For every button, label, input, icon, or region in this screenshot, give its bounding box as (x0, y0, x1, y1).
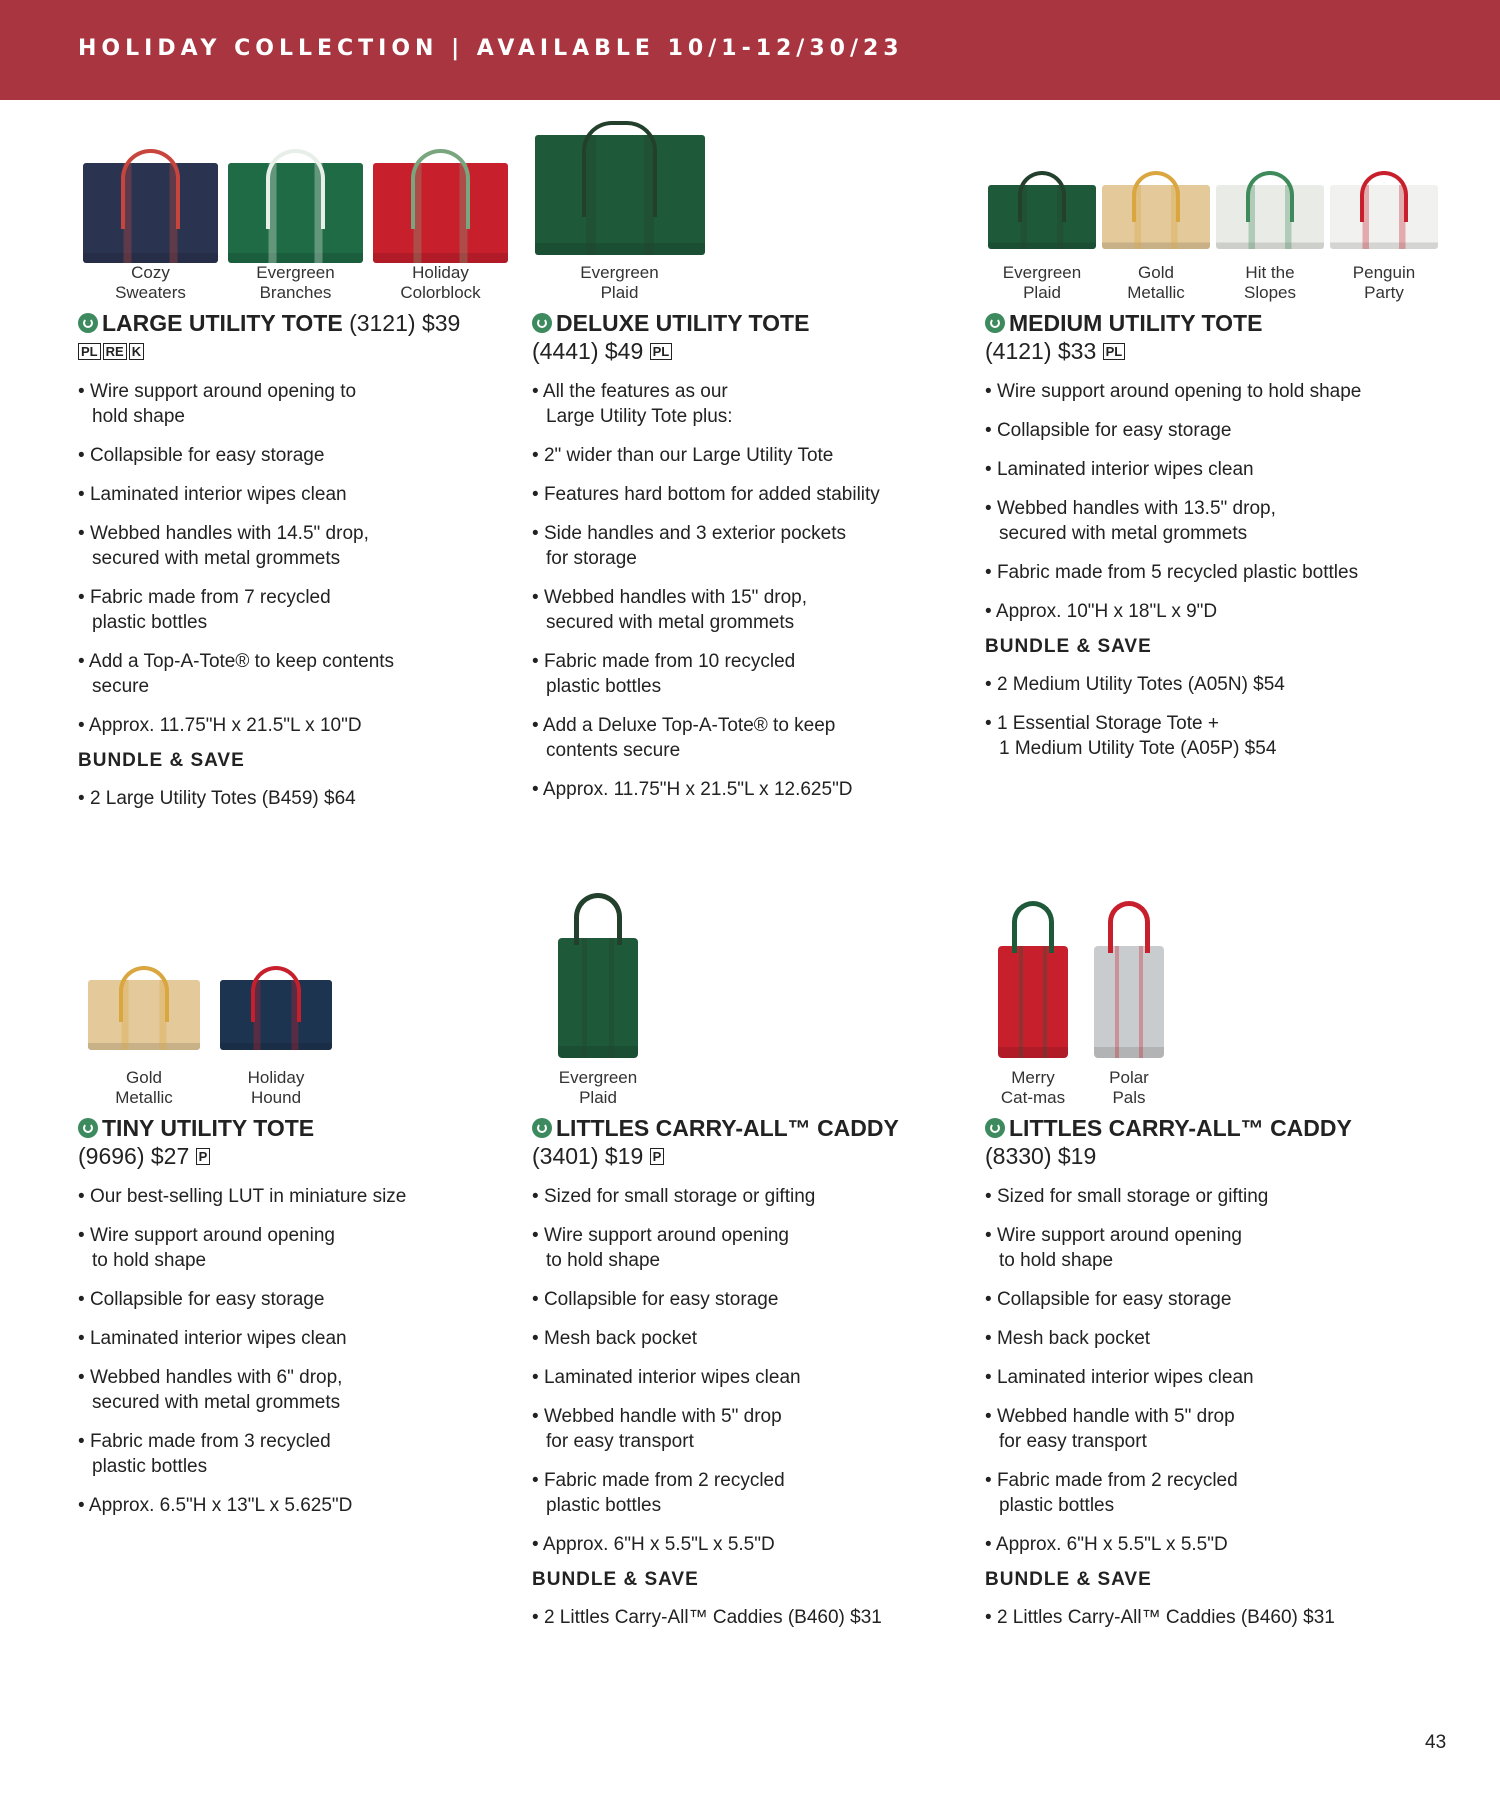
variant-swatch (532, 910, 664, 1107)
variant-swatch (985, 910, 1081, 1107)
variant-swatch (1099, 105, 1213, 302)
product-price: $33 (1057, 338, 1097, 364)
feature-item: • Wire support around opening to hold shape (532, 1223, 952, 1273)
feature-item: • Fabric made from 2 recycled plastic bottles (985, 1468, 1405, 1518)
variant-name-line: Slopes (1244, 283, 1296, 302)
feature-item: • Wire support around opening to hold shape (985, 1223, 1405, 1273)
product-photo (985, 910, 1081, 1060)
feature-item: • Add a Top-A-Tote® to keep contents secure (78, 649, 498, 699)
variant-name (985, 263, 1099, 303)
feature-item: • Laminated interior wipes clean (532, 1365, 952, 1390)
product-photo (985, 105, 1099, 255)
product-code: (9696) (78, 1143, 145, 1169)
variant-name-line: Hit the (1245, 263, 1295, 282)
feature-item: • Collapsible for easy storage (78, 1287, 498, 1312)
product-card (532, 105, 952, 816)
feature-item: • Mesh back pocket (532, 1326, 952, 1351)
variant-swatches (985, 910, 1405, 1107)
product-name: LARGE UTILITY TOTE (102, 310, 343, 336)
product-photo (78, 910, 210, 1060)
feature-item: • Features hard bottom for added stability (532, 482, 952, 507)
variant-swatches (985, 105, 1416, 302)
product-code-row (985, 337, 1405, 365)
product-name: LITTLES CARRY-ALL™ CADDY (1009, 1115, 1352, 1141)
feature-item: • Collapsible for easy storage (532, 1287, 952, 1312)
feature-item: • Webbed handles with 6" drop, secured with metal grommets (78, 1365, 498, 1415)
feature-item: • Fabric made from 2 recycled plastic bottles (532, 1468, 952, 1518)
product-price: $49 (604, 338, 644, 364)
variant-name (78, 1068, 210, 1108)
feature-item: • All the features as our Large Utility Tote plus: (532, 379, 952, 429)
feature-item: • Laminated interior wipes clean (78, 482, 498, 507)
variant-name (532, 1068, 664, 1108)
bag-handle (1012, 901, 1054, 953)
product-photo (78, 105, 223, 255)
product-title (985, 1114, 1405, 1142)
variant-name (1081, 1068, 1177, 1108)
recycle-leaf-icon (532, 1118, 552, 1138)
variant-name-line: Merry (1011, 1068, 1055, 1087)
product-tag: P (650, 1148, 665, 1165)
variant-swatch (210, 910, 342, 1107)
bag-handle (582, 121, 657, 217)
page-title: HOLIDAY COLLECTION | AVAILABLE 10/1-12/30/23 (78, 36, 904, 61)
feature-item: • Mesh back pocket (985, 1326, 1405, 1351)
product-photo (1081, 910, 1177, 1060)
product-code: (3401) (532, 1143, 599, 1169)
product-name: MEDIUM UTILITY TOTE (1009, 310, 1263, 336)
product-tags (650, 1143, 667, 1169)
product-photo (1099, 105, 1213, 255)
bundle-heading: BUNDLE & SAVE (985, 636, 1152, 657)
page-number: 43 (1425, 1732, 1447, 1753)
feature-item: • Approx. 6"H x 5.5"L x 5.5"D (985, 1532, 1405, 1557)
recycle-leaf-icon (78, 1118, 98, 1138)
feature-item: • Wire support around opening to hold shape (985, 379, 1405, 404)
bundle-item: • 1 Essential Storage Tote + 1 Medium Utility Tote (A05P) $54 (985, 711, 1405, 761)
bundle-list (985, 1605, 1405, 1630)
feature-item: • Collapsible for easy storage (985, 1287, 1405, 1312)
bag-handle (1246, 171, 1294, 222)
variant-name-line: Metallic (1127, 283, 1185, 302)
variant-name (368, 263, 513, 303)
variant-swatches (532, 105, 952, 302)
product-title (78, 1114, 498, 1142)
feature-item: • Laminated interior wipes clean (985, 1365, 1405, 1390)
product-code: (4121) (985, 338, 1052, 364)
feature-item: • Approx. 11.75"H x 21.5"L x 10"D (78, 713, 498, 738)
feature-list (78, 1184, 498, 1518)
bag-handle (266, 149, 325, 229)
variant-swatch (1213, 105, 1327, 302)
product-tag: PL (1103, 343, 1126, 360)
variant-name (210, 1068, 342, 1108)
product-price: $39 (421, 310, 461, 336)
bag-handle (121, 149, 180, 229)
variant-swatch (532, 105, 707, 302)
product-code-row (78, 1142, 498, 1170)
variant-name (1213, 263, 1327, 303)
product-photo (532, 910, 664, 1060)
variant-name-line: Hound (250, 1088, 302, 1107)
feature-item: • Webbed handle with 5" drop for easy transport (532, 1404, 952, 1454)
feature-item: • Collapsible for easy storage (985, 418, 1405, 443)
variant-name-line: Gold (126, 1068, 162, 1087)
product-tag: K (129, 343, 144, 360)
variant-name-line: Gold (1138, 263, 1174, 282)
variant-swatch (78, 910, 210, 1107)
variant-name-line: Holiday (247, 1068, 305, 1087)
product-card (78, 105, 498, 825)
product-code-row (985, 1142, 1405, 1170)
feature-item: • Collapsible for easy storage (78, 443, 498, 468)
variant-name-line: Cozy (131, 263, 170, 282)
product-code: (4441) (532, 338, 599, 364)
feature-item: • Approx. 10"H x 18"L x 9"D (985, 599, 1405, 624)
product-card (985, 105, 1416, 775)
bundle-heading: BUNDLE & SAVE (532, 1569, 699, 1590)
variant-name (1327, 263, 1441, 303)
variant-name (532, 263, 707, 303)
product-tags (196, 1143, 213, 1169)
variant-name-line: Plaid (1023, 283, 1061, 302)
feature-list (78, 379, 498, 738)
variant-name-line: Branches (259, 283, 332, 302)
product-photo (1213, 105, 1327, 255)
product-photo (1327, 105, 1441, 255)
product-tags (1103, 338, 1128, 364)
bag-handle (119, 966, 168, 1022)
variant-swatch (985, 105, 1099, 302)
bundle-item: • 2 Littles Carry-All™ Caddies (B460) $31 (532, 1605, 952, 1630)
bundle-list (532, 1605, 952, 1630)
feature-item: • Laminated interior wipes clean (985, 457, 1405, 482)
feature-item: • Laminated interior wipes clean (78, 1326, 498, 1351)
product-code-row (78, 337, 498, 365)
bag-body (1094, 946, 1164, 1058)
feature-list (985, 1184, 1405, 1557)
recycle-leaf-icon (985, 313, 1005, 333)
bag-handle (1108, 901, 1150, 953)
product-price: $19 (1057, 1143, 1097, 1169)
feature-item: • 2" wider than our Large Utility Tote (532, 443, 952, 468)
bag-handle (1132, 171, 1180, 222)
product-photo (532, 105, 707, 255)
variant-swatch (78, 105, 223, 302)
variant-name-line: Evergreen (580, 263, 659, 282)
product-tags (78, 338, 146, 364)
variant-name-line: Party (1364, 283, 1404, 302)
variant-name-line: Penguin (1352, 263, 1416, 282)
variant-name-line: Plaid (579, 1088, 617, 1107)
feature-item: • Webbed handle with 5" drop for easy transport (985, 1404, 1405, 1454)
product-title (532, 1114, 952, 1142)
bag-handle (1018, 171, 1066, 222)
feature-item: • Approx. 6.5"H x 13"L x 5.625"D (78, 1493, 498, 1518)
product-name: LITTLES CARRY-ALL™ CADDY (556, 1115, 899, 1141)
bag-body (558, 938, 638, 1058)
bundle-item: • 2 Medium Utility Totes (A05N) $54 (985, 672, 1405, 697)
variant-name-line: Colorblock (400, 283, 481, 302)
feature-item: • Add a Deluxe Top-A-Tote® to keep contents secure (532, 713, 952, 763)
feature-item: • Side handles and 3 exterior pockets for storage (532, 521, 952, 571)
variant-name-line: Holiday (412, 263, 469, 282)
feature-item: • Fabric made from 3 recycled plastic bottles (78, 1429, 498, 1479)
variant-swatch (1081, 910, 1177, 1107)
variant-swatch (368, 105, 513, 302)
variant-name-line: Sweaters (115, 283, 186, 302)
feature-item: • Webbed handles with 14.5" drop, secured with metal grommets (78, 521, 498, 571)
product-code: (8330) (985, 1143, 1052, 1169)
product-price: $27 (150, 1143, 190, 1169)
product-code-row (532, 337, 952, 365)
feature-list (532, 1184, 952, 1557)
variant-swatches (532, 910, 952, 1107)
variant-name (1099, 263, 1213, 303)
variant-name-line: Polar (1109, 1068, 1149, 1087)
variant-name-line: Metallic (115, 1088, 173, 1107)
bag-handle (1360, 171, 1408, 222)
bag-handle (574, 893, 622, 945)
product-tags (650, 338, 675, 364)
feature-list (985, 379, 1405, 624)
variant-name-line: Cat-mas (1000, 1088, 1066, 1107)
bundle-heading: BUNDLE & SAVE (78, 750, 245, 771)
bag-body (998, 946, 1068, 1058)
product-title (532, 309, 952, 337)
feature-item: • Sized for small storage or gifting (985, 1184, 1405, 1209)
product-title (985, 309, 1405, 337)
recycle-leaf-icon (78, 313, 98, 333)
variant-name (985, 1068, 1081, 1108)
product-card (78, 910, 498, 1532)
variant-name-line: Evergreen (558, 1068, 638, 1087)
product-price: $19 (604, 1143, 644, 1169)
feature-item: • Webbed handles with 13.5" drop, secured with metal grommets (985, 496, 1405, 546)
feature-item: • Wire support around opening to hold shape (78, 1223, 498, 1273)
bundle-item: • 2 Littles Carry-All™ Caddies (B460) $31 (985, 1605, 1405, 1630)
variant-name-line: Pals (1112, 1088, 1146, 1107)
feature-list (532, 379, 952, 802)
variant-name-line: Evergreen (256, 263, 335, 282)
product-photo (368, 105, 513, 255)
page-header (0, 0, 1500, 100)
feature-item: • Fabric made from 10 recycled plastic bottles (532, 649, 952, 699)
feature-item: • Fabric made from 5 recycled plastic bottles (985, 560, 1405, 585)
product-card (985, 910, 1405, 1644)
feature-item: • Wire support around opening to hold shape (78, 379, 498, 429)
product-tag: PL (78, 343, 101, 360)
bag-handle (411, 149, 470, 229)
feature-item: • Webbed handles with 15" drop, secured with metal grommets (532, 585, 952, 635)
variant-swatches (78, 105, 498, 302)
feature-item: • Sized for small storage or gifting (532, 1184, 952, 1209)
product-photo (223, 105, 368, 255)
product-card (532, 910, 952, 1644)
product-tag: PL (650, 343, 673, 360)
variant-name-line: Plaid (600, 283, 639, 302)
variant-swatch (223, 105, 368, 302)
bag-handle (251, 966, 300, 1022)
variant-swatches (78, 910, 498, 1107)
product-name: TINY UTILITY TOTE (102, 1115, 315, 1141)
product-tag: RE (103, 343, 127, 360)
bundle-list (985, 672, 1405, 761)
variant-name (223, 263, 368, 303)
product-tag: P (196, 1148, 211, 1165)
bundle-heading: BUNDLE & SAVE (985, 1569, 1152, 1590)
feature-item: • Fabric made from 7 recycled plastic bottles (78, 585, 498, 635)
feature-item: • Approx. 6"H x 5.5"L x 5.5"D (532, 1532, 952, 1557)
product-code-row (532, 1142, 952, 1170)
bundle-item: • 2 Large Utility Totes (B459) $64 (78, 786, 498, 811)
recycle-leaf-icon (985, 1118, 1005, 1138)
product-name: DELUXE UTILITY TOTE (556, 310, 810, 336)
variant-swatch (1327, 105, 1441, 302)
product-photo (210, 910, 342, 1060)
recycle-leaf-icon (532, 313, 552, 333)
feature-item: • Our best-selling LUT in miniature size (78, 1184, 498, 1209)
product-code: (3121) (349, 310, 416, 336)
variant-name-line: Evergreen (1002, 263, 1082, 282)
bundle-list (78, 786, 498, 811)
product-title (78, 309, 498, 337)
feature-item: • Approx. 11.75"H x 21.5"L x 12.625"D (532, 777, 952, 802)
variant-name (78, 263, 223, 303)
